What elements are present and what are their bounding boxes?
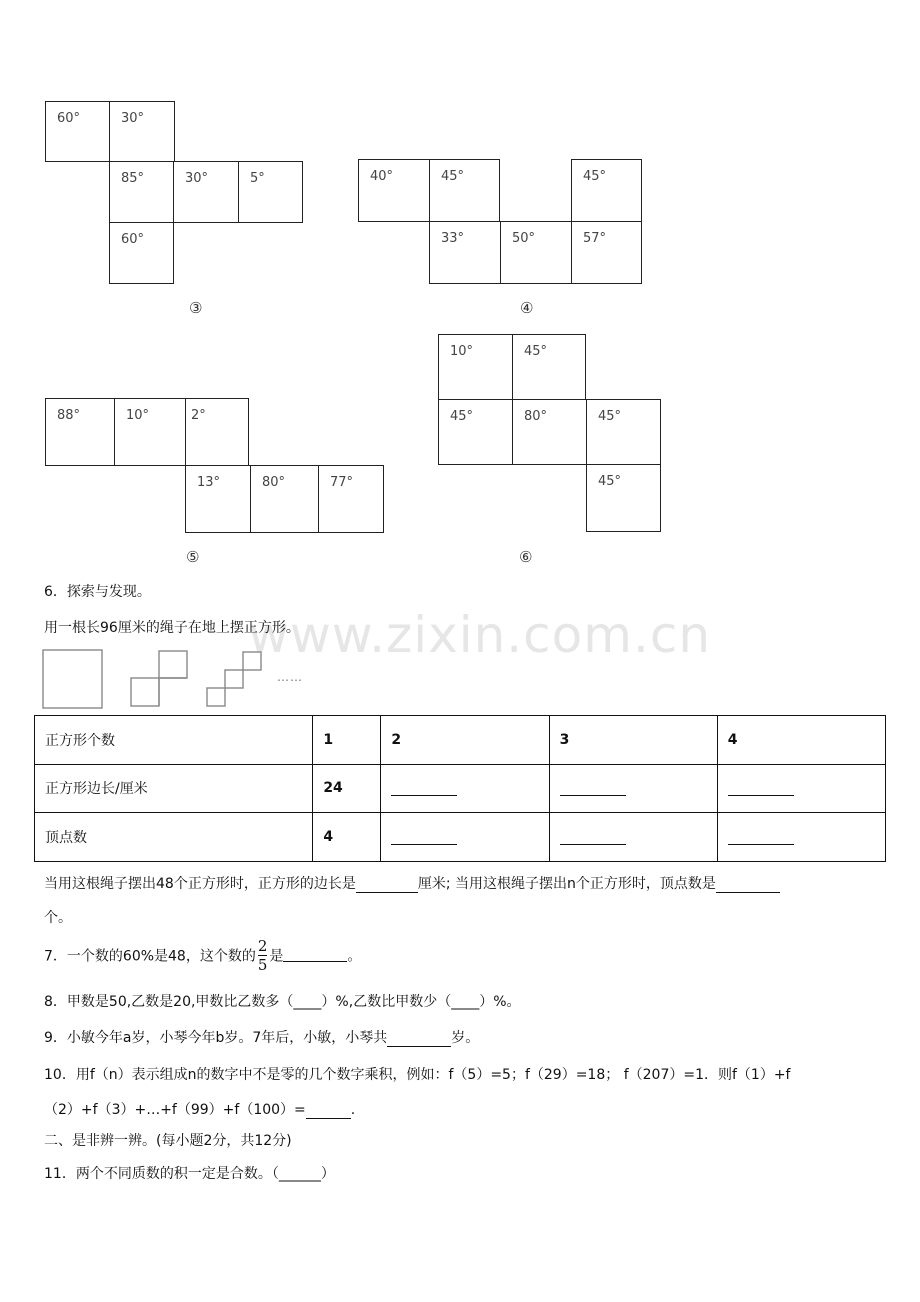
q6-followup-text: 当用这根绳子摆出48个正方形时，正方形的边长是 [44, 876, 356, 892]
q7-text: 7．一个数的60%是48，这个数的 [44, 948, 256, 965]
answer-blank[interactable] [356, 880, 418, 893]
net3-cell [109, 161, 174, 223]
answer-blank[interactable] [387, 1034, 451, 1047]
answer-blank-cell[interactable] [549, 764, 717, 813]
net5-label: ⑤ [186, 548, 200, 566]
net4-cell [500, 221, 572, 284]
angle-label: 30° [121, 111, 145, 126]
ellipsis-dots: …… [277, 670, 303, 684]
net6-label: ⑥ [519, 548, 533, 566]
answer-blank[interactable] [306, 1106, 351, 1119]
answer-blank-cell[interactable] [549, 813, 717, 862]
squares-table [34, 715, 886, 862]
net4-cell [571, 159, 642, 222]
angle-label: 45° [441, 169, 465, 184]
q9 [44, 1027, 479, 1047]
net6-cell [438, 334, 513, 400]
angle-label: 57° [583, 231, 607, 246]
single-square [43, 650, 102, 708]
answer-blank-cell[interactable] [717, 764, 885, 813]
net6-cell [586, 399, 661, 465]
angle-label: 45° [583, 169, 607, 184]
net3-cell [45, 101, 110, 162]
net4-cell [429, 159, 500, 222]
table-cell: 4 [313, 813, 381, 862]
q7 [44, 937, 361, 974]
q6-followup-text: 厘米; 当用这根绳子摆出n个正方形时，顶点数是 [417, 876, 716, 892]
answer-blank[interactable] [391, 832, 457, 845]
angle-label: 30° [185, 171, 209, 186]
table-cell: 1 [313, 716, 381, 765]
two-squares [131, 651, 187, 706]
angle-label: 10° [450, 344, 474, 359]
table-cell: 24 [313, 764, 381, 813]
q9-text: 岁。 [451, 1030, 480, 1046]
q11: 11．两个不同质数的积一定是合数。（______） [44, 1166, 335, 1182]
net3-label: ③ [189, 299, 203, 317]
net4-cell [358, 159, 430, 222]
angle-label: 45° [598, 409, 622, 424]
angle-label: 50° [512, 231, 536, 246]
angle-label: 80° [524, 409, 548, 424]
angle-label: 77° [330, 475, 354, 490]
net4-label: ④ [520, 299, 534, 317]
net5-cell [45, 398, 115, 466]
table-cell: 4 [717, 716, 885, 765]
angle-label: 85° [121, 171, 145, 186]
answer-blank[interactable] [728, 783, 794, 796]
q10-text: （2）+f（3）+…+f（99）+f（100）= [44, 1102, 306, 1118]
q10-text: . [350, 1102, 356, 1118]
q10-line1: 10．用f（n）表示组成n的数字中不是零的几个数字乘积，例如：f（5）=5；f（29）=18； f（207）=1．则f（1）+f [44, 1067, 791, 1083]
fraction [258, 937, 268, 974]
net5-cell [250, 465, 319, 533]
answer-blank-cell[interactable] [381, 813, 549, 862]
angle-label: 5° [250, 171, 265, 186]
angle-label: 60° [57, 111, 81, 126]
net3-cell [173, 161, 239, 223]
q6-followup-end: 个。 [44, 910, 72, 926]
angle-label: 10° [126, 408, 150, 423]
q6-intro-text: 用一根长96厘米的绳子在地上摆正方形。 [44, 620, 300, 636]
watermark: www.zixin.com.cn [248, 606, 712, 664]
net6-cell [438, 399, 513, 465]
net6-cell [512, 334, 586, 400]
net6-cell [512, 399, 587, 465]
q7-text: 是 [269, 948, 284, 965]
table-row [35, 813, 886, 862]
angle-label: 13° [197, 475, 221, 490]
net3-cell [238, 161, 303, 223]
q7-text: 。 [347, 948, 362, 965]
angle-label: 2° [191, 408, 206, 423]
angle-label: 45° [524, 344, 548, 359]
table-cell: 顶点数 [35, 813, 313, 862]
fraction-denominator: 5 [257, 956, 268, 974]
net5-cell [114, 398, 186, 466]
q6-title: 6．探索与发现。 [44, 584, 151, 600]
q6-intro [44, 617, 300, 637]
net6-cell [586, 464, 661, 532]
answer-blank[interactable] [560, 832, 626, 845]
q6-followup [44, 873, 780, 893]
table-row [35, 764, 886, 813]
table-cell: 正方形个数 [35, 716, 313, 765]
q10-line2 [44, 1099, 355, 1119]
answer-blank[interactable] [391, 783, 457, 796]
angle-label: 45° [598, 474, 622, 489]
angle-label: 80° [262, 475, 286, 490]
net3-cell [109, 222, 174, 284]
angle-label: 60° [121, 232, 145, 247]
net4-cell [571, 221, 642, 284]
section-heading: 二、是非辨一辨。(每小题2分，共12分) [44, 1133, 292, 1149]
answer-blank[interactable] [716, 880, 780, 893]
angle-label: 88° [57, 408, 81, 423]
net5-cell [185, 465, 251, 533]
three-squares [207, 652, 261, 706]
answer-blank-cell[interactable] [381, 764, 549, 813]
answer-blank[interactable] [283, 949, 347, 962]
angle-label: 33° [441, 231, 465, 246]
table-cell: 正方形边长/厘米 [35, 764, 313, 813]
q9-text: 9．小敏今年a岁，小琴今年b岁。7年后，小敏，小琴共 [44, 1030, 388, 1046]
table-cell: 2 [381, 716, 549, 765]
net4-cell [429, 221, 501, 284]
net3-cell [109, 101, 175, 162]
angle-label: 40° [370, 169, 394, 184]
answer-blank[interactable] [560, 783, 626, 796]
angle-label: 45° [450, 409, 474, 424]
answer-blank[interactable] [728, 832, 794, 845]
q8: 8．甲数是50,乙数是20,甲数比乙数多（____）%,乙数比甲数少（____）%。 [44, 994, 521, 1010]
table-row [35, 716, 886, 765]
answer-blank-cell[interactable] [717, 813, 885, 862]
fraction-numerator: 2 [257, 937, 268, 955]
net5-cell [318, 465, 384, 533]
net5-cell [185, 398, 249, 466]
table-cell: 3 [549, 716, 717, 765]
